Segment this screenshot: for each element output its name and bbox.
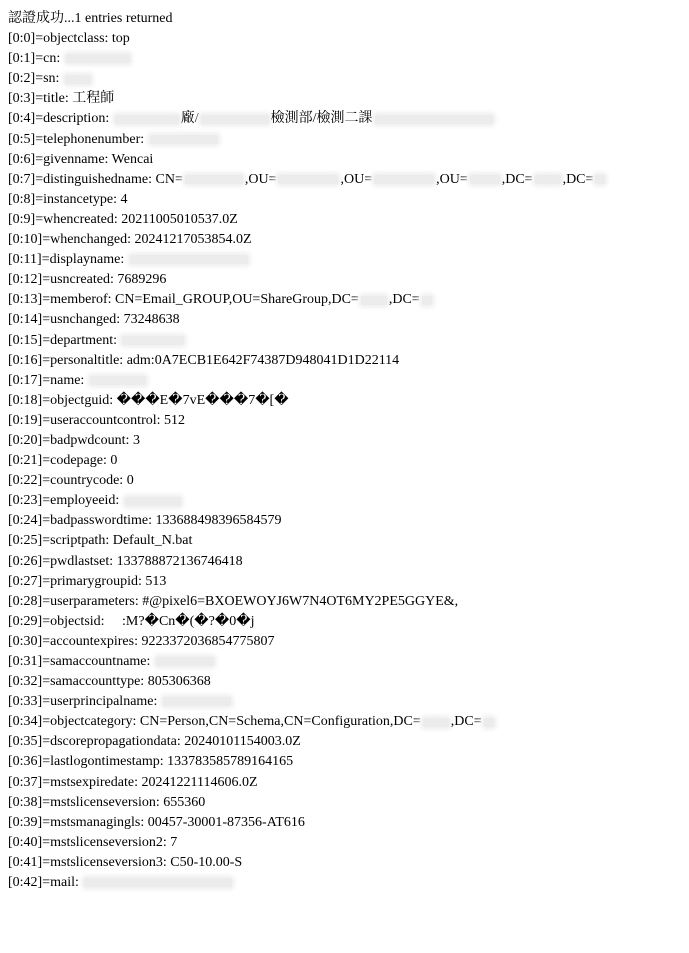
- entry-key: [0:7]=distinguishedname:: [8, 171, 156, 187]
- entry-givenname: [8, 150, 683, 170]
- entry-value: 20241221114606.0Z: [141, 774, 258, 790]
- entry-mstslicenseversion: [8, 793, 683, 813]
- entry-name: [8, 371, 683, 391]
- entry-value: 9223372036854775807: [141, 633, 275, 649]
- entry-key: [0:13]=memberof:: [8, 292, 116, 308]
- entry-key: [0:9]=whencreated:: [8, 211, 122, 227]
- entry-value-part: ,DC=: [388, 292, 420, 308]
- entry-useraccountcontrol: [8, 411, 683, 431]
- entry-value-part: ,DC=: [501, 171, 533, 187]
- entry-displayname: [8, 250, 683, 270]
- redacted-value: [185, 175, 243, 184]
- redacted-value: [150, 135, 218, 144]
- entry-key: [0:6]=givenname:: [8, 151, 112, 167]
- entry-accountexpires: [8, 632, 683, 652]
- entry-value-part: ,DC=: [562, 171, 594, 187]
- redacted-value: [156, 657, 214, 666]
- entry-instancetype: [8, 190, 683, 210]
- entry-value: :M?�Cn�(�?�0�j: [108, 613, 255, 629]
- redacted-value: [470, 175, 500, 184]
- entry-sn: [8, 69, 683, 89]
- redacted-value: [278, 175, 338, 184]
- entry-value: 20211005010537.0Z: [121, 211, 238, 227]
- entry-objectsid: [8, 612, 683, 632]
- redacted-value: [84, 878, 232, 887]
- entry-key: [0:19]=useraccountcontrol:: [8, 412, 165, 428]
- entry-key: [0:11]=displayname:: [8, 252, 128, 268]
- entry-key: [0:17]=name:: [8, 372, 88, 388]
- entry-value: 655360: [163, 794, 206, 810]
- redacted-value: [125, 497, 181, 506]
- entry-key: [0:38]=mstslicenseversion:: [8, 794, 164, 810]
- redacted-value: [65, 75, 91, 84]
- entry-value: C50-10.00-S: [170, 854, 243, 870]
- entry-key: [0:41]=mstslicenseversion3:: [8, 854, 171, 870]
- entry-value: 4: [120, 191, 128, 207]
- entry-key: [0:10]=whenchanged:: [8, 232, 135, 248]
- entry-usnchanged: [8, 310, 683, 330]
- entry-key: [0:31]=samaccountname:: [8, 654, 154, 669]
- entry-lastlogontimestamp: [8, 752, 683, 772]
- entry-description: [8, 109, 683, 129]
- entry-mstslicenseversion2: [8, 833, 683, 853]
- entry-value-part: ,OU=: [244, 171, 277, 187]
- entry-value-part: CN=: [155, 171, 183, 187]
- entry-value: 133788872136746418: [116, 553, 243, 569]
- entry-key: [0:26]=pwdlastset:: [8, 553, 117, 569]
- entry-key: [0:21]=codepage:: [8, 453, 111, 469]
- redacted-value: [122, 336, 184, 345]
- entry-value: 0: [110, 453, 118, 469]
- entry-codepage: [8, 451, 683, 471]
- entry-value: Wencai: [111, 151, 154, 167]
- redacted-value: [90, 376, 146, 385]
- entry-department: [8, 331, 683, 351]
- entry-scriptpath: [8, 531, 683, 551]
- entry-badpasswordtime: [8, 511, 683, 531]
- entry-telephonenumber: [8, 130, 683, 150]
- entry-key: [0:29]=objectsid:: [8, 613, 109, 629]
- entry-value-part: CN=Email_GROUP,OU=ShareGroup,DC=: [115, 292, 359, 308]
- entry-key: [0:27]=primarygroupid:: [8, 573, 146, 589]
- entry-key: [0:20]=badpwdcount:: [8, 432, 133, 448]
- entry-value: #@pixel6=BXOEWOYJ6W7N4OT6MY2PE5GGYE&,: [142, 593, 459, 609]
- entry-key: [0:28]=userparameters:: [8, 593, 143, 609]
- redacted-value: [201, 115, 269, 124]
- entry-userparameters: [8, 592, 683, 612]
- entry-key: [0:14]=usnchanged:: [8, 312, 124, 328]
- entry-value: 133783585789164165: [167, 754, 294, 770]
- entry-value: top: [111, 31, 130, 47]
- entry-employeeid: [8, 491, 683, 511]
- entry-badpwdcount: [8, 431, 683, 451]
- entry-value: 20240101154003.0Z: [184, 734, 301, 750]
- entry-key: [0:2]=sn:: [8, 71, 63, 87]
- entry-usncreated: [8, 270, 683, 290]
- redacted-value: [374, 175, 434, 184]
- entry-pwdlastset: [8, 552, 683, 572]
- entry-value: 工程師: [72, 91, 115, 107]
- entry-value-part: ,OU=: [340, 171, 373, 187]
- entry-samaccounttype: [8, 672, 683, 692]
- entry-key: [0:25]=scriptpath:: [8, 533, 113, 549]
- redacted-value: [130, 255, 248, 264]
- entry-key: [0:40]=mstslicenseversion2:: [8, 834, 171, 850]
- entry-value: 805306368: [147, 674, 211, 690]
- entry-value: 7: [170, 834, 178, 850]
- entry-key: [0:5]=telephonenumber:: [8, 131, 148, 147]
- entry-key: [0:24]=badpasswordtime:: [8, 513, 156, 529]
- entry-value: Default_N.bat: [112, 533, 193, 549]
- entry-cn: [8, 49, 683, 69]
- entry-objectclass: [8, 29, 683, 49]
- entry-key: [0:36]=lastlogontimestamp:: [8, 754, 168, 770]
- redacted-value: [163, 697, 231, 706]
- entry-memberof: [8, 290, 683, 310]
- auth-status-line: 認證成功...1 entries returned: [8, 11, 173, 26]
- entry-value-part: ,DC=: [450, 714, 482, 730]
- entry-objectcategory: [8, 712, 683, 732]
- ldap-result-page: [8, 9, 683, 893]
- entry-key: [0:30]=accountexpires:: [8, 633, 142, 649]
- entry-primarygroupid: [8, 572, 683, 592]
- entry-key: [0:1]=cn:: [8, 51, 64, 67]
- redacted-value: [422, 296, 432, 305]
- entry-value-part: ,OU=: [436, 171, 468, 187]
- redacted-value: [423, 718, 449, 727]
- entry-value: 513: [145, 573, 167, 589]
- entry-value: 3: [132, 432, 140, 448]
- entry-dscorepropagationdata: [8, 732, 683, 752]
- entry-key: [0:37]=mstsexpiredate:: [8, 774, 142, 790]
- entry-value-part: CN=Person,CN=Schema,CN=Configuration,DC=: [139, 714, 421, 730]
- entry-value: ���E�7vE���7�[�: [116, 392, 289, 408]
- entry-key: [0:35]=dscorepropagationdata:: [8, 734, 185, 750]
- redacted-value: [361, 296, 387, 305]
- redacted-value: [66, 54, 130, 63]
- entry-key: [0:22]=countrycode:: [8, 473, 127, 489]
- entry-whenchanged: [8, 230, 683, 250]
- redacted-value: [535, 175, 561, 184]
- entry-key: [0:33]=userprincipalname:: [8, 694, 161, 710]
- entry-value-part: 檢測部/檢測二課: [270, 111, 373, 127]
- redacted-value: [115, 115, 179, 124]
- entry-personaltitle: [8, 351, 683, 371]
- entry-value: 7689296: [117, 272, 167, 288]
- entry-mail: [8, 873, 683, 893]
- redacted-value: [595, 175, 605, 184]
- entry-value: 512: [164, 412, 186, 428]
- entry-value: 73248638: [123, 312, 180, 328]
- entry-mstslicenseversion3: [8, 853, 683, 873]
- entry-key: [0:3]=title:: [8, 91, 73, 107]
- entry-value: 20241217053854.0Z: [134, 232, 252, 248]
- entry-key: [0:23]=employeeid:: [8, 493, 123, 509]
- entry-distinguishedname: [8, 170, 683, 190]
- entry-key: [0:0]=objectclass:: [8, 31, 112, 47]
- redacted-value: [375, 115, 493, 124]
- entry-countrycode: [8, 471, 683, 491]
- entry-mstsexpiredate: [8, 773, 683, 793]
- entry-key: [0:34]=objectcategory:: [8, 714, 140, 730]
- entry-objectguid: [8, 391, 683, 411]
- entry-value-part: 廠/: [180, 111, 199, 127]
- entry-userprincipalname: [8, 692, 683, 712]
- entry-key: [0:15]=department:: [8, 332, 121, 348]
- entry-value: 133688498396584579: [155, 513, 282, 529]
- entry-key: [0:42]=mail:: [8, 875, 83, 891]
- entry-key: [0:8]=instancetype:: [8, 191, 121, 207]
- entry-key: [0:32]=samaccounttype:: [8, 674, 148, 690]
- entry-mstsmanagingls: [8, 813, 683, 833]
- entry-value: adm:0A7ECB1E642F74387D948041D1D22114: [126, 352, 400, 368]
- redacted-value: [484, 718, 494, 727]
- entry-samaccountname: [8, 652, 683, 672]
- entry-title: [8, 89, 683, 109]
- entry-value: 0: [126, 473, 134, 489]
- entry-key: [0:16]=personaltitle:: [8, 352, 127, 368]
- entry-key: [0:39]=mstsmanagingls:: [8, 814, 148, 830]
- entry-key: [0:4]=description:: [8, 111, 113, 127]
- entry-whencreated: [8, 210, 683, 230]
- entry-value: 00457-30001-87356-AT616: [147, 814, 305, 830]
- entry-key: [0:18]=objectguid:: [8, 392, 117, 408]
- entry-key: [0:12]=usncreated:: [8, 272, 118, 288]
